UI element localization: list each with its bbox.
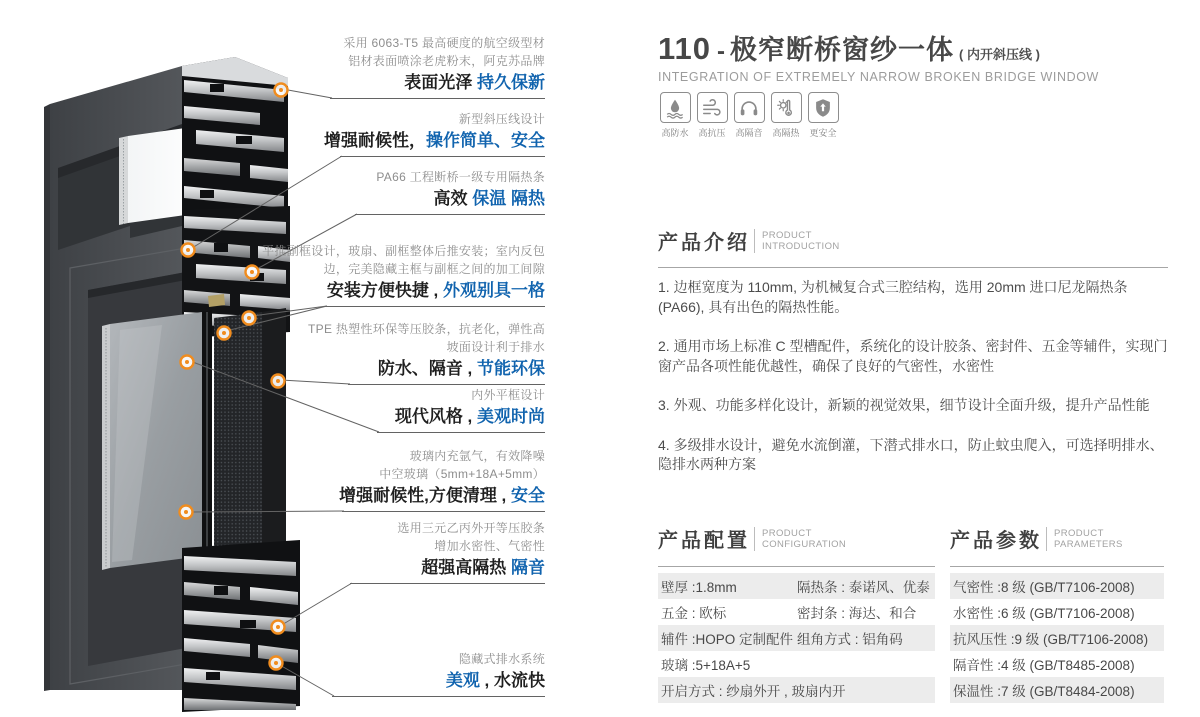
callout-note: 玻璃内充氩气，有效降噪 xyxy=(409,449,545,463)
table-row xyxy=(658,651,935,677)
callout-thermal-break: PA66 工程断桥一级专用隔热条 高效 保温 隔热 xyxy=(376,170,545,208)
section-title-en: PARAMETERS xyxy=(1054,538,1123,550)
callout-note: 选用三元乙丙外开等压胶条 xyxy=(397,521,545,535)
callout-note: 内外平框设计 xyxy=(471,388,545,402)
config-cell: 五金 : 欧标 xyxy=(661,606,727,621)
table-row xyxy=(950,599,1164,625)
soundproof-icon xyxy=(734,92,765,123)
feature-icons-row xyxy=(658,92,843,139)
callout-weather-resistance: 新型斜压线设计 增强耐候性，操作简单、安全 xyxy=(324,112,545,150)
configuration-table xyxy=(658,573,935,703)
product-title xyxy=(658,28,1040,67)
parameters-table xyxy=(950,573,1164,703)
section-title-en: INTRODUCTION xyxy=(762,240,840,252)
parameter-cell: 隔音性 :4 级 (GB/T8485-2008) xyxy=(953,658,1135,673)
feature-label: 更安全 xyxy=(809,128,837,138)
section-parameters-header xyxy=(950,524,1123,553)
feature-label: 高隔音 xyxy=(735,128,763,138)
header-divider xyxy=(754,229,755,253)
product-title-cn: 极窄断桥窗纱一体 xyxy=(730,35,955,65)
callout-modern-style: 内外平框设计 现代风格 , 美观时尚 xyxy=(394,388,545,426)
callout-note: 增加水密性、气密性 xyxy=(434,539,545,553)
feature-waterproof xyxy=(658,92,692,139)
intro-paragraphs xyxy=(658,278,1170,495)
callout-insulated-glass: 玻璃内充氩气，有效降噪 中空玻璃（5mm+18A+5mm） 增强耐候性,方便清理 , 安全 xyxy=(339,449,545,505)
title-dash: - xyxy=(717,38,726,65)
section-title-en: PRODUCT xyxy=(762,229,812,241)
callout-waterproof-soundproof: TPE 热塑性环保等压胶条，抗老化，弹性高 坡面设计利于排水 防水、隔音 , 节能环保 xyxy=(308,322,545,378)
section-configuration-header xyxy=(658,524,846,553)
callout-easy-install: 平推副框设计，玻扇、副框整体后推安装；室内反包 边，完美隐藏主框与副框之间的加工间隙 安装方便快捷 , 外观别具一格 xyxy=(262,244,545,300)
callout-hidden-drainage: 隐藏式排水系统 美观 , 水流快 xyxy=(445,652,545,690)
callout-note: 采用 6063-T5 最高硬度的航空级型材 xyxy=(343,36,545,50)
section-title-cn: 产品配置 xyxy=(658,530,750,552)
feature-label: 高隔热 xyxy=(772,128,800,138)
callout-note: 坡面设计利于排水 xyxy=(446,340,545,354)
callout-underline xyxy=(332,696,545,697)
product-title-paren: ( 内开斜压线 ) xyxy=(959,47,1040,62)
parameter-cell: 抗风压性 :9 级 (GB/T7106-2008) xyxy=(953,632,1149,647)
section-title-cn: 产品介绍 xyxy=(658,232,750,254)
section-title-en: CONFIGURATION xyxy=(762,538,847,550)
table-row xyxy=(658,599,935,625)
callout-note: 平推副框设计，玻扇、副框整体后推安装；室内反包 xyxy=(262,244,545,258)
table-row xyxy=(658,625,935,651)
callout-underline xyxy=(340,156,545,157)
feature-label: 高抗压 xyxy=(698,128,726,138)
config-cell: 玻璃 :5+18A+5 xyxy=(661,658,751,673)
product-series-number: 110 xyxy=(658,31,712,66)
parameter-cell: 气密性 :8 级 (GB/T7106-2008) xyxy=(953,580,1135,595)
feature-heat-insulation xyxy=(769,92,803,139)
table-row xyxy=(658,677,935,703)
table-row xyxy=(950,573,1164,599)
parameter-cell: 水密性 :6 级 (GB/T7106-2008) xyxy=(953,606,1135,621)
section-title-en: PRODUCT xyxy=(1054,527,1104,539)
feature-safety xyxy=(806,92,840,139)
callout-note: TPE 热塑性环保等压胶条，抗老化，弹性高 xyxy=(308,322,545,336)
callout-note: PA66 工程断桥一级专用隔热条 xyxy=(376,170,545,184)
callout-underline xyxy=(350,583,545,584)
section-title-cn: 产品参数 xyxy=(950,530,1042,552)
section-rule xyxy=(658,267,1168,268)
callout-surface-gloss: 采用 6063-T5 最高硬度的航空级型材 铝材表面喷涂老虎粉末，阿克苏品牌 表面光泽 持久保新 xyxy=(343,36,545,92)
callout-note: 隐藏式排水系统 xyxy=(458,652,545,666)
table-row xyxy=(950,651,1164,677)
section-title-en: PRODUCT xyxy=(762,527,812,539)
table-row xyxy=(950,677,1164,703)
intro-paragraph: 4. 多级排水设计，避免水流倒灌，下潜式排水口，防止蚊虫爬入，可选择明排水、隐排水两种方案 xyxy=(658,436,1164,472)
heat-insulation-icon xyxy=(771,92,802,123)
table-row xyxy=(950,625,1164,651)
feature-soundproof xyxy=(732,92,766,139)
product-subtitle-en: INTEGRATION OF EXTREMELY NARROW BROKEN BRIDGE WINDOW xyxy=(658,70,1099,84)
callout-epdm-gasket: 选用三元乙丙外开等压胶条 增加水密性、气密性 超强高隔热 隔音 xyxy=(397,521,545,577)
header-divider xyxy=(754,527,755,551)
waterproof-icon xyxy=(660,92,691,123)
callout-underline xyxy=(342,511,545,512)
intro-paragraph: 1. 边框宽度为 110mm, 为机械复合式三腔结构，选用 20mm 进口尼龙隔热条 (PA66), 具有出色的隔热性能。 xyxy=(658,279,1128,315)
lower-glass-and-mesh xyxy=(102,308,286,570)
feature-label: 高防水 xyxy=(661,128,689,138)
section-rule xyxy=(658,566,935,567)
table-row xyxy=(658,573,935,599)
callout-underline xyxy=(330,98,545,99)
config-cell: 辅件 :HOPO 定制配件 xyxy=(661,632,794,647)
header-divider xyxy=(1046,527,1047,551)
callout-underline xyxy=(348,384,545,385)
callout-underline xyxy=(377,432,545,433)
section-rule xyxy=(950,566,1164,567)
config-cell: 壁厚 :1.8mm xyxy=(661,580,737,595)
callout-note: 中空玻璃（5mm+18A+5mm） xyxy=(379,467,545,481)
callout-note: 边，完美隐藏主框与副框之间的加工间隙 xyxy=(323,262,545,276)
config-cell: 隔热条 : 泰诺风、优泰 xyxy=(797,580,930,595)
pressure-resistance-icon xyxy=(697,92,728,123)
config-cell: 组角方式 : 铝角码 xyxy=(797,632,903,647)
callout-underline xyxy=(355,214,545,215)
callout-underline xyxy=(325,306,545,307)
parameter-cell: 保温性 :7 级 (GB/T8484-2008) xyxy=(953,684,1135,699)
section-intro-header xyxy=(658,226,840,255)
feature-pressure xyxy=(695,92,729,139)
intro-paragraph: 3. 外观、功能多样化设计，新颖的视觉效果，细节设计全面升级，提升产品性能 xyxy=(658,397,1150,413)
intro-paragraph: 2. 通用市场上标准 C 型槽配件，系统化的设计胶条、密封件、五金等辅件，实现门窗产品各项性能优越性，确保了良好的气密性，水密性 xyxy=(658,338,1168,374)
callout-note: 铝材表面喷涂老虎粉末，阿克苏品牌 xyxy=(348,54,545,68)
top-profile-section xyxy=(182,57,288,232)
callout-note: 新型斜压线设计 xyxy=(458,112,545,126)
config-cell: 开启方式 : 纱扇外开 , 玻扇内开 xyxy=(661,684,846,699)
safety-shield-icon xyxy=(808,92,839,123)
config-cell: 密封条 : 海达、和合 xyxy=(797,606,917,621)
